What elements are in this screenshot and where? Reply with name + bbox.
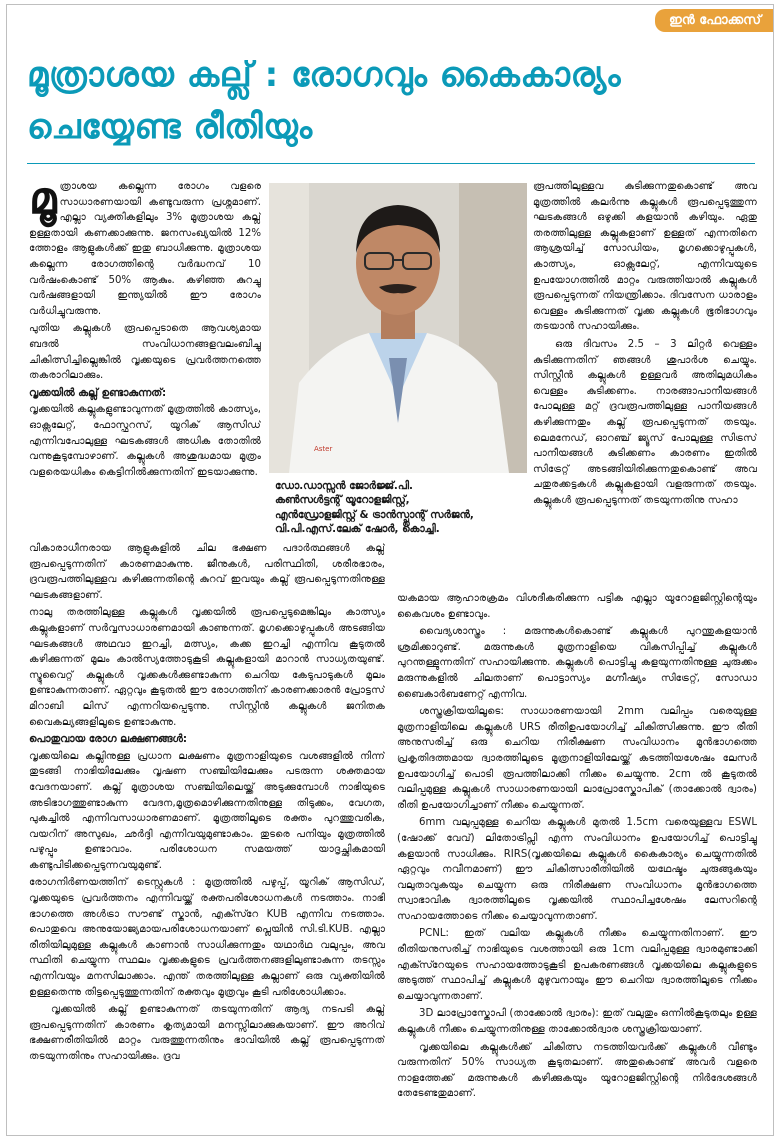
section-tag: ഇൻ ഫോക്കസ്: [655, 9, 773, 32]
headline: മൂത്രാശയ കല്ല് : രോഗവും കൈകാര്യം ചെയ്യേണ്ട രീതിയും: [27, 55, 621, 147]
paragraph-alternatives: പുതിയ കല്ലുകൾ രൂപപ്പെടാതെ ആവശ്യമായ ബദൽ സംവിധാനങ്ങളവലംബിച്ചു ചികിത്സിച്ചില്ലെങ്കിൽ വൃക്കയുടെ പ്രവർത്തനത്തെ തകരാറിലാക്കും.: [29, 323, 261, 382]
paragraph-stone-types: നാലു തരത്തിലുള്ള കല്ലുകൾ വൃക്കയിൽ രൂപപ്പെടുമെങ്കിലും കാത്സ്യം കല്ലുകളാണ് സർവ്വസാധാരണമായി കാണുന്നത്. മൃഗക്കൊഴുപ്പുകൾ അടങ്ങിയ ഘടകങ്ങൾ അഥവാ ഇറച്ചി, മത്സ്യം, കക്ക ഇറച്ചി എന്നിവ കൂടുതൽ കഴിക്കുന്നത് മൂലം കാൽസ്യത്തോടുകൂടി കല്ലുകളായി മാറാൻ സാധ്യതയുണ്ട്. സ്ട്രുവൈറ്റ് കല്ലുകൾ വൃക്കകൾക്കുണ്ടാകുന്ന ചെറിയ കേടുപാടുകൾ മൂലം ഉണ്ടാകുന്നതാണ്. ഏറ്റവും കൂടുതൽ ഈ രോഗത്തിന് കാരണക്കാരൻ പ്രോട്ടസ് മിറാബി ലിസ് എന്നറിയപ്പെടുന്നു. സിസ്റ്റീൻ കല്ലുകൾ ജനിതക വൈകല്യങ്ങളിലൂടെ ഉണ്ടാകുന്നു.: [29, 607, 385, 728]
paragraph-water-intake: ഒരു ദിവസം 2.5 – 3 ലിറ്റർ വെള്ളം കുടിക്കുന്നതിന് ഞങ്ങൾ ശുപാർശ ചെയ്യും. സിസ്റ്റീൻ കല്ലുകൾ ഉള്ളവർ അതിലുമധികം വെള്ളം കുടിക്കണം. നാരങ്ങാപാനീയങ്ങൾ പോലുള്ള മറ്റ് ദ്രവരൂപത്തിലുള്ള പാനീയങ്ങൾ കഴിക്കുന്നതും കല്ല് രൂപപ്പെടുന്നത് തടയും. ലെമനേഡ്, ഓറഞ്ച് ജ്യൂസ് പോലുള്ള സിട്രസ് പാനീയങ്ങൾ കുടിക്കണം കാരണം ഇതിൽ സിട്രേറ്റ് അടങ്ങിയിരിക്കുന്നതുകൊണ്ട് അവ ചതുരക്കട്ടകൾ കല്ലുകളായി വളരുന്നത് തടയും. കല്ലുകൾ രൂപപ്പെടുന്നത് തടയുന്നതിനു സഹാ: [533, 338, 757, 506]
paragraph-diagnosis: രോഗനിർണയത്തിന് ടെസ്റ്റുകൾ : മൂത്രത്തിൽ പഴുപ്പ്, യൂറിക് ആസിഡ്, വൃക്കയുടെ പ്രവർത്തനം എന്നിവയ്ക്ക് രക്തപരിശോധനകൾ നടത്താം. നാഭി ഭാഗത്തെ അൾട്രാ സൗണ്ട് സ്കാൻ, എക്സ്റേ KUB എന്നിവ നടത്താം. പൊതുവെ അനുയോജ്യമായപരിശോധനയാണ് പ്ലെയിൻ സി.ടി.KUB. എല്ലാ രീതിയിലുമുള്ള കല്ലുകൾ കാണാൻ സാധിക്കുന്നതും യഥാർഥ വലുപ്പം, അവ സ്ഥിതി ചെയ്യുന്ന സ്ഥലം വൃക്കകളുടെ പ്രവർത്തനങ്ങളിലുണ്ടാകുന്ന തടസ്സം എന്നിവയും മനസിലാക്കാം. എന്ത് തരത്തിലുള്ള കല്ലാണ് ഒരു വ്യക്തിയിൽ ഉള്ളതെന്നു തിട്ടപ്പെടുത്തുന്നതിന് രക്തവും മൂത്രവും കൂടി പരിശോധിക്കാം.: [29, 877, 385, 998]
paragraph-surgery: ശസ്ത്രക്രിയയിലൂടെ: സാധാരണയായി 2mm വലിപ്പം വരെയുള്ള മൂത്രനാളിയിലെ കല്ലുകൾ URS രീതിഉപയോഗിച്ച് ചികിത്സിക്കുന്നു. ഈ രീതി അനുസരിച്ച് ഒരു ചെറിയ നിരീക്ഷണ സംവിധാനം മൂൻഭാഗത്തെ പ്രകൃതിദത്തമായ ദ്വാരത്തിലൂടെ മൂത്രനാളിയിലേയ്ക്ക് കടത്തിയശേഷം ലേസർ ഉപയോഗിച്ച് പൊടി രൂപത്തിലാക്കി നീക്കം ചെയ്യുന്നു. 2cm ൽ കൂടുതൽ വലിപ്പമുള്ള കല്ലുകൾ സാധാരണയായി ലാപ്രോസ്കോപിക് (താക്കോൽ ദ്വാരം) രീതി ഉപയോഗിച്ചാണ് നീക്കം ചെയ്യുന്നത്.: [397, 706, 757, 811]
paragraph-pcnl: PCNL: ഇത് വലിയ കല്ലുകൾ നീക്കം ചെയ്യുന്നതിനാണ്. ഈ രീതിയനുസരിച്ച് നാഭിയുടെ വശത്തായി ഒരു 1cm വലിപ്പമുള്ള ദ്വാരമുണ്ടാക്കി എക്സ്റേയുടെ സഹായത്തോടുകൂടി ഉപകരണങ്ങൾ വൃക്കയിലെ കല്ലുകളുടെ അടുത്ത് സ്ഥാപിച്ച് കല്ലുകൾ മുഴുവനായും ഈ ചെറിയ ദ്വാരത്തിലൂടെ നീക്കം ചെയ്യാവുന്നതാണ്.: [397, 928, 757, 1002]
subheading-symptoms: പൊതുവായ രോഗ ലക്ഷണങ്ങൾ:: [29, 733, 187, 746]
doctor-photo: [269, 183, 527, 473]
subheading-causes: വൃക്കയിൽ കല്ല് ഉണ്ടാകുന്നത്:: [29, 386, 167, 399]
paragraph-prevention: വൃക്കയിൽ കല്ല് ഉണ്ടാകുന്നത് തടയുന്നതിന് ആദ്യ നടപടി കല്ല് രൂപപ്പെടുന്നതിന് കാരണം കൃത്യമായി മനസ്സിലാക്കുകയാണ്. ഈ അറിവ് ഭക്ഷണരീതിയിൽ മാറ്റം വരുത്തുന്നതിനും ഭാവിയിൽ കല്ല് രൂപപ്പെടുന്നത് തടയുന്നതിനും സഹായിക്കും. ദ്രവ: [29, 1004, 385, 1062]
paragraph-laparoscopy: 3D ലാപ്രോസ്കോപി (താക്കോൽ ദ്വാരം): ഇത് വലുതും ഒന്നിൽകൂടുതലും ഉള്ള കല്ലുകൾ നീക്കം ചെയ്യുന്നതിനുള്ള താക്കോൽദ്വാര ശസ്ത്രക്രിയയാണ്.: [397, 1008, 757, 1036]
headline-divider: [27, 163, 755, 164]
caption-title: കൺസൾട്ടന്റ് യൂറോളജിസ്റ്റ്,: [275, 494, 410, 507]
paragraph-diet-chart: യകമായ ആഹാരക്രമം വിശദീകരിക്കുന്ന പട്ടിക എല്ലാ യൂറോളജിസ്റ്റിന്റെയും കൈവശം ഉണ്ടാവും.: [397, 593, 757, 620]
photo-caption: [275, 479, 525, 537]
paragraph-fluids: രൂപത്തിലുള്ളവ കുടിക്കുന്നതുകൊണ്ട് അവ മൂത്രത്തിൽ കലർന്നു കല്ലുകൾ രൂപപ്പെടുത്തുന്ന ഘടകങ്ങൾ ഒഴുക്കി കളയാൻ കഴിയും. ഏതു തരത്തിലുള്ള കല്ലുകളാണ് ഉള്ളത് എന്നതിനെ ആശ്രയിച്ച് സോഡിയം, മൃഗക്കൊഴുപ്പുകൾ, കാത്സ്യം, ഓക്സലേറ്റ്, എന്നിവയുടെ ഉപയോഗത്തിൽ മാറ്റം വരുത്തിയാൽ കല്ലുകൾ രൂപപ്പെടുന്നത് നിയന്ത്രിക്കാം. ദിവസേന ധാരാളം വെള്ളം കുടിക്കുന്നത് വൃക്ക കല്ലുകൾ ഭൂരിഭാഗവും തടയാൻ സഹായിക്കും.: [533, 181, 757, 333]
paragraph-symptoms: വൃക്കയിലെ കല്ലിനുള്ള പ്രധാന ലക്ഷണം മൂത്രനാളിയുടെ വശങ്ങളിൽ നിന്ന് തുടങ്ങി നാഭിയിലേക്കും വൃഷണ സഞ്ചിയിലേക്കും പടരുന്ന ശക്തമായ വേദനയാണ്. കല്ല് മൂത്രാശയ സഞ്ചിയിലെയ്ക്ക് അടുക്കുമ്പോൾ നാഭിയുടെ അടിഭാഗത്തുണ്ടാകുന്ന വേദന,മൂത്രമൊഴിക്കുന്നതിനുള്ള തിടുക്കം, വേഗത, പുകച്ചിൽ എന്നിവസാധാരണമാണ്. മൂത്രത്തിലൂടെ രക്തം പുറത്തുവരിക, വയറിന് അസുഖം, ഛർദ്ദി എന്നിവയുമുണ്ടാകാം. തുടരെ പനിയും മൂത്രത്തിൽ പഴുപ്പും ഉണ്ടാവാം. പരിശോധന സമയത്ത് യാദൃച്ഛികമായി കണ്ടുപിടിക്കപ്പെടുന്നവയുമുണ്ട്.: [29, 750, 385, 871]
doctor-portrait-icon: [269, 183, 527, 473]
caption-name: ഡോ.ഡാസ്സൻ ജോർജ്ജ്.പി.: [275, 480, 413, 492]
column-left-top: [29, 179, 261, 537]
article-page: [6, 4, 774, 1136]
coat-logo: Aster: [314, 445, 333, 453]
paragraph-eswl-rirs: 6mm വലുപ്പമുള്ള ചെറിയ കല്ലുകൾ മുതൽ 1.5cm വരെയുള്ളവ ESWL (ഷോക്ക് വേവ്) ലിതോട്രിപ്സി എന്ന സംവിധാനം ഉപയോഗിച്ച് പൊട്ടിച്ചു കളയാൻ സാധിക്കും. RIRS(വൃക്കയിലെ കല്ലുകൾ കൈകാര്യം ചെയ്യുന്നതിൽ ഏറ്റവും നവീനമാണ്) ഈ ചികിത്സാരീതിയിൽ യഥേഷ്ടം ചുരുങ്ങുകയും വലുതാവുകയും ചെയ്യുന്ന ഒരു നിരീക്ഷണ സംവിധാനം മൂൻഭാഗത്തെ സ്വാഭാവിക ദ്വാരത്തിലൂടെ വൃക്കയിൽ സ്ഥാപിച്ചശേഷം ലേസറിന്റെ സഹായത്തോടെ നീക്കം ചെയ്യാവുന്നതാണ്.: [397, 817, 757, 922]
drop-cap: മൂ: [29, 179, 57, 224]
caption-hospital: വി.പി.എസ്.ലേക് ഷോർ, കൊച്ചി.: [275, 523, 440, 536]
column-right-top: [533, 179, 757, 587]
intro-paragraph: ത്രാശയ കല്ലെന്ന രോഗം വളരെ സാധാരണയായി കണ്ടുവരുന്ന പ്രശ്നമാണ്. എല്ലാ വ്യക്തികളിലും 3% മൂത്രാശയ കല്ല് ഉള്ളതായി കണക്കാക്കുന്നു. ജനസംഖ്യയിൽ 12% ത്തോളം ആളുകൾക്ക് ഇതു ബാധിക്കുന്നു. മൂത്രാശയ കല്ലെന്ന രോഗത്തിന്റെ വർദ്ധനവ് 10 വർഷംകൊണ്ട് 50% ആകും. കഴിഞ്ഞ കുറച്ചു വർഷങ്ങളായി ഇന്ത്യയിൽ ഈ രോഗം വർധിച്ചുവരുന്നു.: [29, 181, 261, 317]
paragraph-food-triggers: വികാരാധീനരായ ആളുകളിൽ ചില ഭക്ഷണ പദാർത്ഥങ്ങൾ കല്ല് രൂപപ്പെടുന്നതിന് കാരണമാകുന്നു. ജീനുകൾ, പരിസ്ഥിതി, ശരീരഭാരം, ദ്രവരൂപത്തിലുള്ളവ കഴിക്കുന്നതിന്റെ കുറവ് ഇവയും കല്ല് രൂപപ്പെടുന്നതിനുള്ള ഘടകങ്ങളാണ്.: [29, 543, 385, 601]
column-right-bottom: [397, 591, 757, 1131]
paragraph-medicine: വൈദ്യശാസ്ത്രം : മരുന്നുകൾകൊണ്ട് കല്ലുകൾ പുറന്തുകളയാൻ ശ്രമിക്കാറുണ്ട്. മരുന്നുകൾ മൂത്രനാളിയെ വികസിപ്പിച്ച് കല്ലുകൾ പുറന്തള്ളുന്നതിന് സഹായിക്കുന്നു. കല്ലുകൾ പൊട്ടിച്ചു കളയുന്നതിനുള്ള ചുരുക്കം മരുന്നുകളിൽ ചിലതാണ് പൊട്ടാസ്യം മഗ്നീഷ്യം സിട്രേറ്റ്, സോഡാ ബൈകാർബണേറ്റ് എന്നിവ.: [397, 626, 757, 700]
caption-specialty: എൻഡ്രോളജിസ്റ്റ് & ട്രാൻസ്പ്ലാന്റ് സർജൻ,: [275, 508, 474, 521]
paragraph-recurrence: വൃക്കയിലെ കല്ലുകൾക്ക് ചികിത്സ നടത്തിയവർക്ക് കല്ലുകൾ വീണ്ടും വരുന്നതിന് 50% സാധ്യത കൂടുതലാണ്. അതുകൊണ്ട് അവർ വളരെ നാളത്തേക്ക് മരുന്നുകൾ കഴിക്കുകയും യൂറോളജിസ്റ്റിന്റെ നിർദേശങ്ങൾ തേടേണ്ടതുമാണ്.: [397, 1041, 757, 1100]
paragraph-causes: വൃക്കയിൽ കല്ലുകളുണ്ടാവുന്നത് മൂത്രത്തിൽ കാത്സ്യം, ഓക്സലേറ്റ്, ഫോസ്ഫറസ്, യൂറിക് ആസിഡ് എന്നിവപോലുള്ള ഘടകങ്ങൾ അധിക തോതിൽ വന്നുകൂടുമ്പോഴാണ്. കല്ലുകൾ അശുദ്ധമായ മൂത്രം വളരെയധികം കെട്ടിനിൽക്കുന്നതിന് ഇടയാക്കുന്നു.: [29, 404, 261, 478]
column-left-bottom: [29, 541, 385, 1131]
